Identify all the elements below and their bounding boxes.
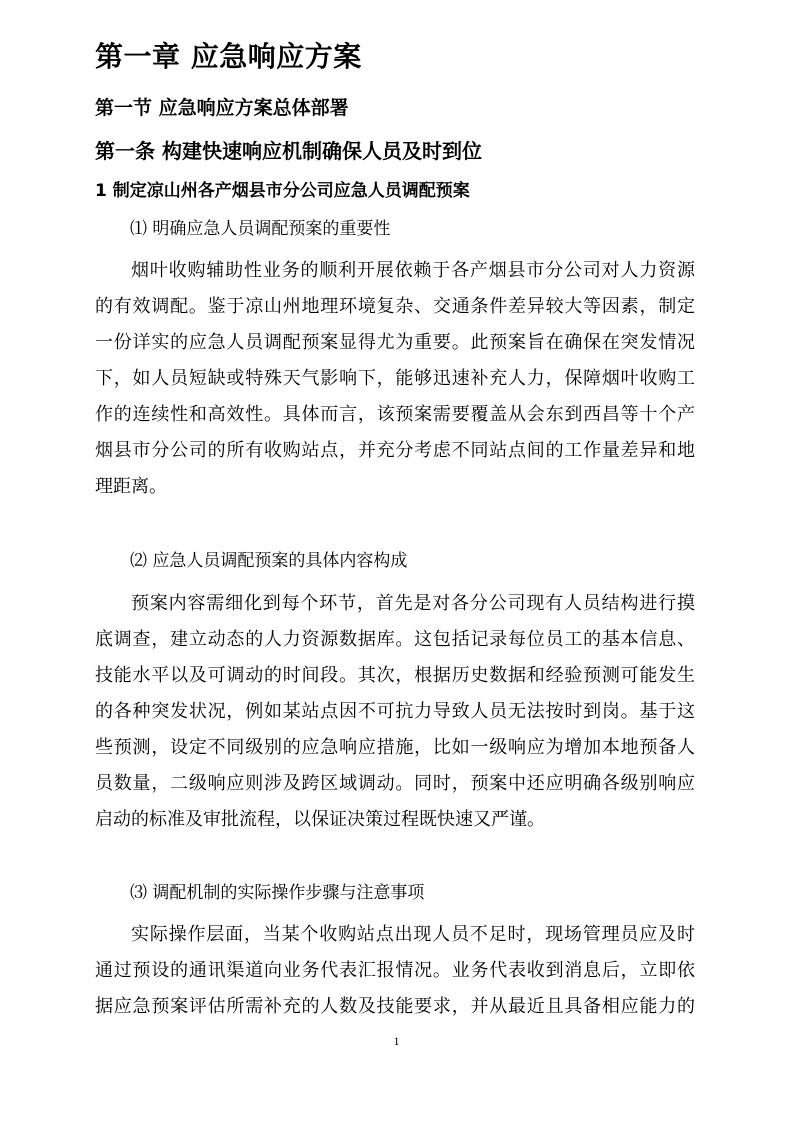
paragraph-line: 些预测，设定不同级别的应急响应措施，比如一级响应为增加本地预备人	[95, 737, 695, 758]
paragraph-line: 员数量，二级响应则涉及跨区域调动。同时，预案中还应明确各级别响应	[95, 773, 695, 794]
subsection-title: 1 制定凉山州各产烟县市分公司应急人员调配预案	[95, 181, 470, 201]
item-heading-3: ⑶ 调配机制的实际操作步骤与注意事项	[130, 883, 425, 903]
paragraph-line: 的各种突发状况，例如某站点因不可抗力导致人员无法按时到岗。基于这	[95, 701, 695, 722]
paragraph-line: 一份详实的应急人员调配预案显得尤为重要。此预案旨在确保在突发情况	[95, 332, 695, 353]
paragraph-line: 据应急预案评估所需补充的人数及技能要求，并从最近且具备相应能力的	[95, 996, 695, 1017]
paragraph-1	[95, 253, 695, 505]
paragraph-line: 的有效调配。鉴于凉山州地理环境复杂、交通条件差异较大等因素，制定	[95, 296, 695, 317]
paragraph-line: 启动的标准及审批流程，以保证决策过程既快速又严谨。	[95, 809, 545, 830]
paragraph-line: 底调查，建立动态的人力资源数据库。这包括记录每位员工的基本信息、	[95, 629, 695, 650]
section-title: 第一节 应急响应方案总体部署	[95, 97, 349, 119]
paragraph-line: 作的连续性和高效性。具体而言，该预案需要覆盖从会东到西昌等十个产	[95, 404, 695, 425]
paragraph-line: 理距离。	[95, 476, 167, 497]
page-number: 1	[393, 1034, 400, 1048]
paragraph-3	[95, 917, 695, 1025]
paragraph-line: 技能水平以及可调动的时间段。其次，根据历史数据和经验预测可能发生	[95, 665, 695, 686]
paragraph-line: 通过预设的通讯渠道向业务代表汇报情况。业务代表收到消息后，立即依	[95, 960, 695, 981]
paragraph-line: 下，如人员短缺或特殊天气影响下，能够迅速补充人力，保障烟叶收购工	[95, 368, 695, 389]
item-heading-2: ⑵ 应急人员调配预案的具体内容构成	[130, 551, 408, 571]
paragraph-line: 实际操作层面，当某个收购站点出现人员不足时，现场管理员应及时	[131, 924, 695, 945]
paragraph-line: 烟叶收购辅助性业务的顺利开展依赖于各产烟县市分公司对人力资源	[131, 260, 695, 281]
paragraph-line: 预案内容需细化到每个环节，首先是对各分公司现有人员结构进行摸	[131, 593, 695, 614]
item-heading-1: ⑴ 明确应急人员调配预案的重要性	[130, 219, 391, 239]
article-title: 第一条 构建快速响应机制确保人员及时到位	[95, 139, 482, 163]
chapter-title: 第一章 应急响应方案	[95, 40, 362, 73]
paragraph-line: 烟县市分公司的所有收购站点，并充分考虑不同站点间的工作量差异和地	[95, 440, 695, 461]
paragraph-2	[95, 586, 695, 838]
